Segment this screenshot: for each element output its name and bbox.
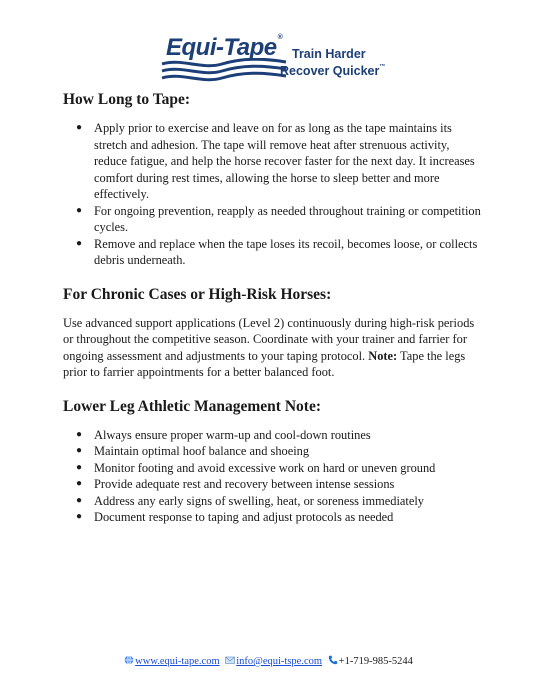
- tagline-recover-text: Recover Quicker: [280, 64, 380, 78]
- list-item: ● Address any early signs of swelling, heat, or soreness immediately: [63, 493, 483, 510]
- list-item: ● Apply prior to exercise and leave on for as long as the tape maintains its stretch and adhesion. The tape will remove heat after strenuous activity, reduce fatigue, and help the horse recover faster for the next day. It increases comfort during rest times, allowing the horse to sleep better and more effectively.: [63, 120, 483, 203]
- list-item: ● Maintain optimal hoof balance and shoeing: [63, 443, 483, 460]
- list-item: ● Always ensure proper warm-up and cool-down routines: [63, 427, 483, 444]
- list-item: ● Monitor footing and avoid excessive work on hard or uneven ground: [63, 460, 483, 477]
- email-link[interactable]: info@equi-tspe.com: [236, 656, 323, 667]
- heading-chronic: For Chronic Cases or High-Risk Horses:: [63, 285, 332, 303]
- website-link[interactable]: www.equi-tape.com: [135, 656, 220, 667]
- tagline-tm: ™: [379, 64, 386, 70]
- globe-icon: [124, 655, 134, 665]
- heading-lower-leg: Lower Leg Athletic Management Note:: [63, 397, 321, 415]
- logo: [160, 34, 390, 84]
- list-item: ● For ongoing prevention, reapply as needed throughout training or competition cycles.: [63, 203, 483, 236]
- tagline-recover-quicker: [280, 64, 385, 78]
- chronic-body-text: Use advanced support applications (Level 2) continuously during high-risk periods or throughout the competitive season. Coordinate with your trainer and farrier for ongoing assessment and adjustments to your taping protocol.: [63, 315, 475, 363]
- list-item: ● Remove and replace when the tape loses its recoil, becomes loose, or collects debris underneath.: [63, 236, 483, 269]
- phone-number: +1-719-985-5244: [338, 656, 413, 667]
- chronic-paragraph: [63, 315, 483, 381]
- note-label: Note:: [368, 348, 398, 363]
- logo-waves-icon: [160, 58, 290, 84]
- footer-contact: [0, 655, 537, 667]
- how-long-list: [63, 120, 483, 269]
- heading-how-long: How Long to Tape:: [63, 91, 191, 108]
- logo-registered-mark: ®: [277, 34, 283, 41]
- list-item: ● Provide adequate rest and recovery between intense sessions: [63, 476, 483, 493]
- phone-icon: [328, 655, 338, 665]
- logo-brand: Equi-Tape: [166, 34, 277, 61]
- list-item: ● Document response to taping and adjust protocols as needed: [63, 509, 483, 526]
- document-body: [63, 90, 483, 526]
- tagline-train-harder: Train Harder: [292, 47, 366, 61]
- lower-leg-list: [63, 427, 483, 526]
- email-icon: [225, 655, 235, 665]
- note-text: Tape the legs prior to farrier appointments for a better balanced foot.: [63, 348, 466, 379]
